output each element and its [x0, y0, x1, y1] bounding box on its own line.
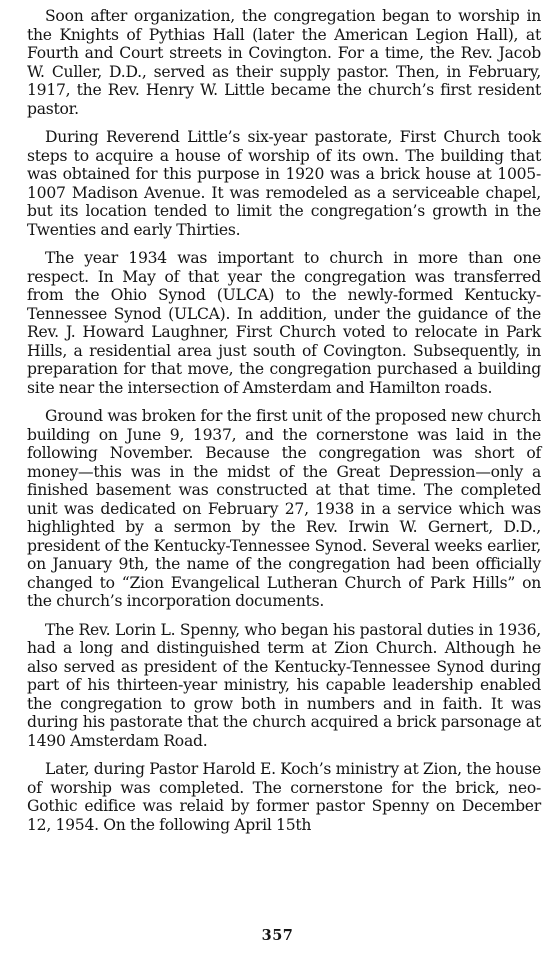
paragraph-early-worship: Soon after organization, the congregation began to worship in the Knights of Pythias Hall (later the American Legion Hall), at Fourth and Court streets in Covington. For a time, the Rev. Jacob W. Culler, D.D., served as their supply pastor. Then, in February, 1917, the Rev. Henry W. Little became the church’s first resident pastor. [27, 7, 541, 118]
page-number: 357 [261, 927, 294, 944]
paragraph-ground-broken: Ground was broken for the first unit of the proposed new church building on June 9, 1937, and the cornerstone was laid in the following November. Because the congregation was short of money—this was in the midst of the Great Depression—only a finished basement was constructed at that time. The completed unit was dedicated on February 27, 1938 in a service which was highlighted by a sermon by the Rev. Irwin W. Gernert, D.D., president of the Kentucky-Tennessee Synod. Several weeks earlier, on January 9th, the name of the congregation had been officially changed to “Zion Evangelical Lutheran Church of Park Hills” on the church’s incorporation documents. [27, 407, 541, 610]
paragraph-koch-ministry: Later, during Pastor Harold E. Koch’s ministry at Zion, the house of worship was completed. The cornerstone for the brick, neo-Gothic edifice was relaid by former pastor Spenny on December 12, 1954. On the following April 15th [27, 760, 541, 834]
paragraph-spenny-term: The Rev. Lorin L. Spenny, who began his pastoral duties in 1936, had a long and distinguished term at Zion Church. Although he also served as president of the Kentucky-Tennessee Synod during part of his thirteen-year ministry, his capable leadership enabled the congregation to grow both in numbers and in faith. It was during his pastorate that the church acquired a brick parsonage at 1490 Amsterdam Road. [27, 620, 541, 750]
paragraph-little-pastorate: During Reverend Little’s six-year pastorate, First Church took steps to acquire a house of worship of its own. The building that was obtained for this purpose in 1920 was a brick house at 1005-1007 Madison Avenue. It was remodeled as a serviceable chapel, but its location tended to limit the congregation’s growth in the Twenties and early Thirties. [27, 128, 541, 239]
document-page [27, 7, 541, 844]
paragraph-year-1934: The year 1934 was important to church in more than one respect. In May of that year the congregation was transferred from the Ohio Synod (ULCA) to the newly-formed Kentucky-Tennessee Synod (ULCA). In addition, under the guidance of the Rev. J. Howard Laughner, First Church voted to relocate in Park Hills, a residential area just south of Covington. Subsequently, in preparation for that move, the congregation purchased a building site near the intersection of Amsterdam and Hamilton roads. [27, 249, 541, 397]
